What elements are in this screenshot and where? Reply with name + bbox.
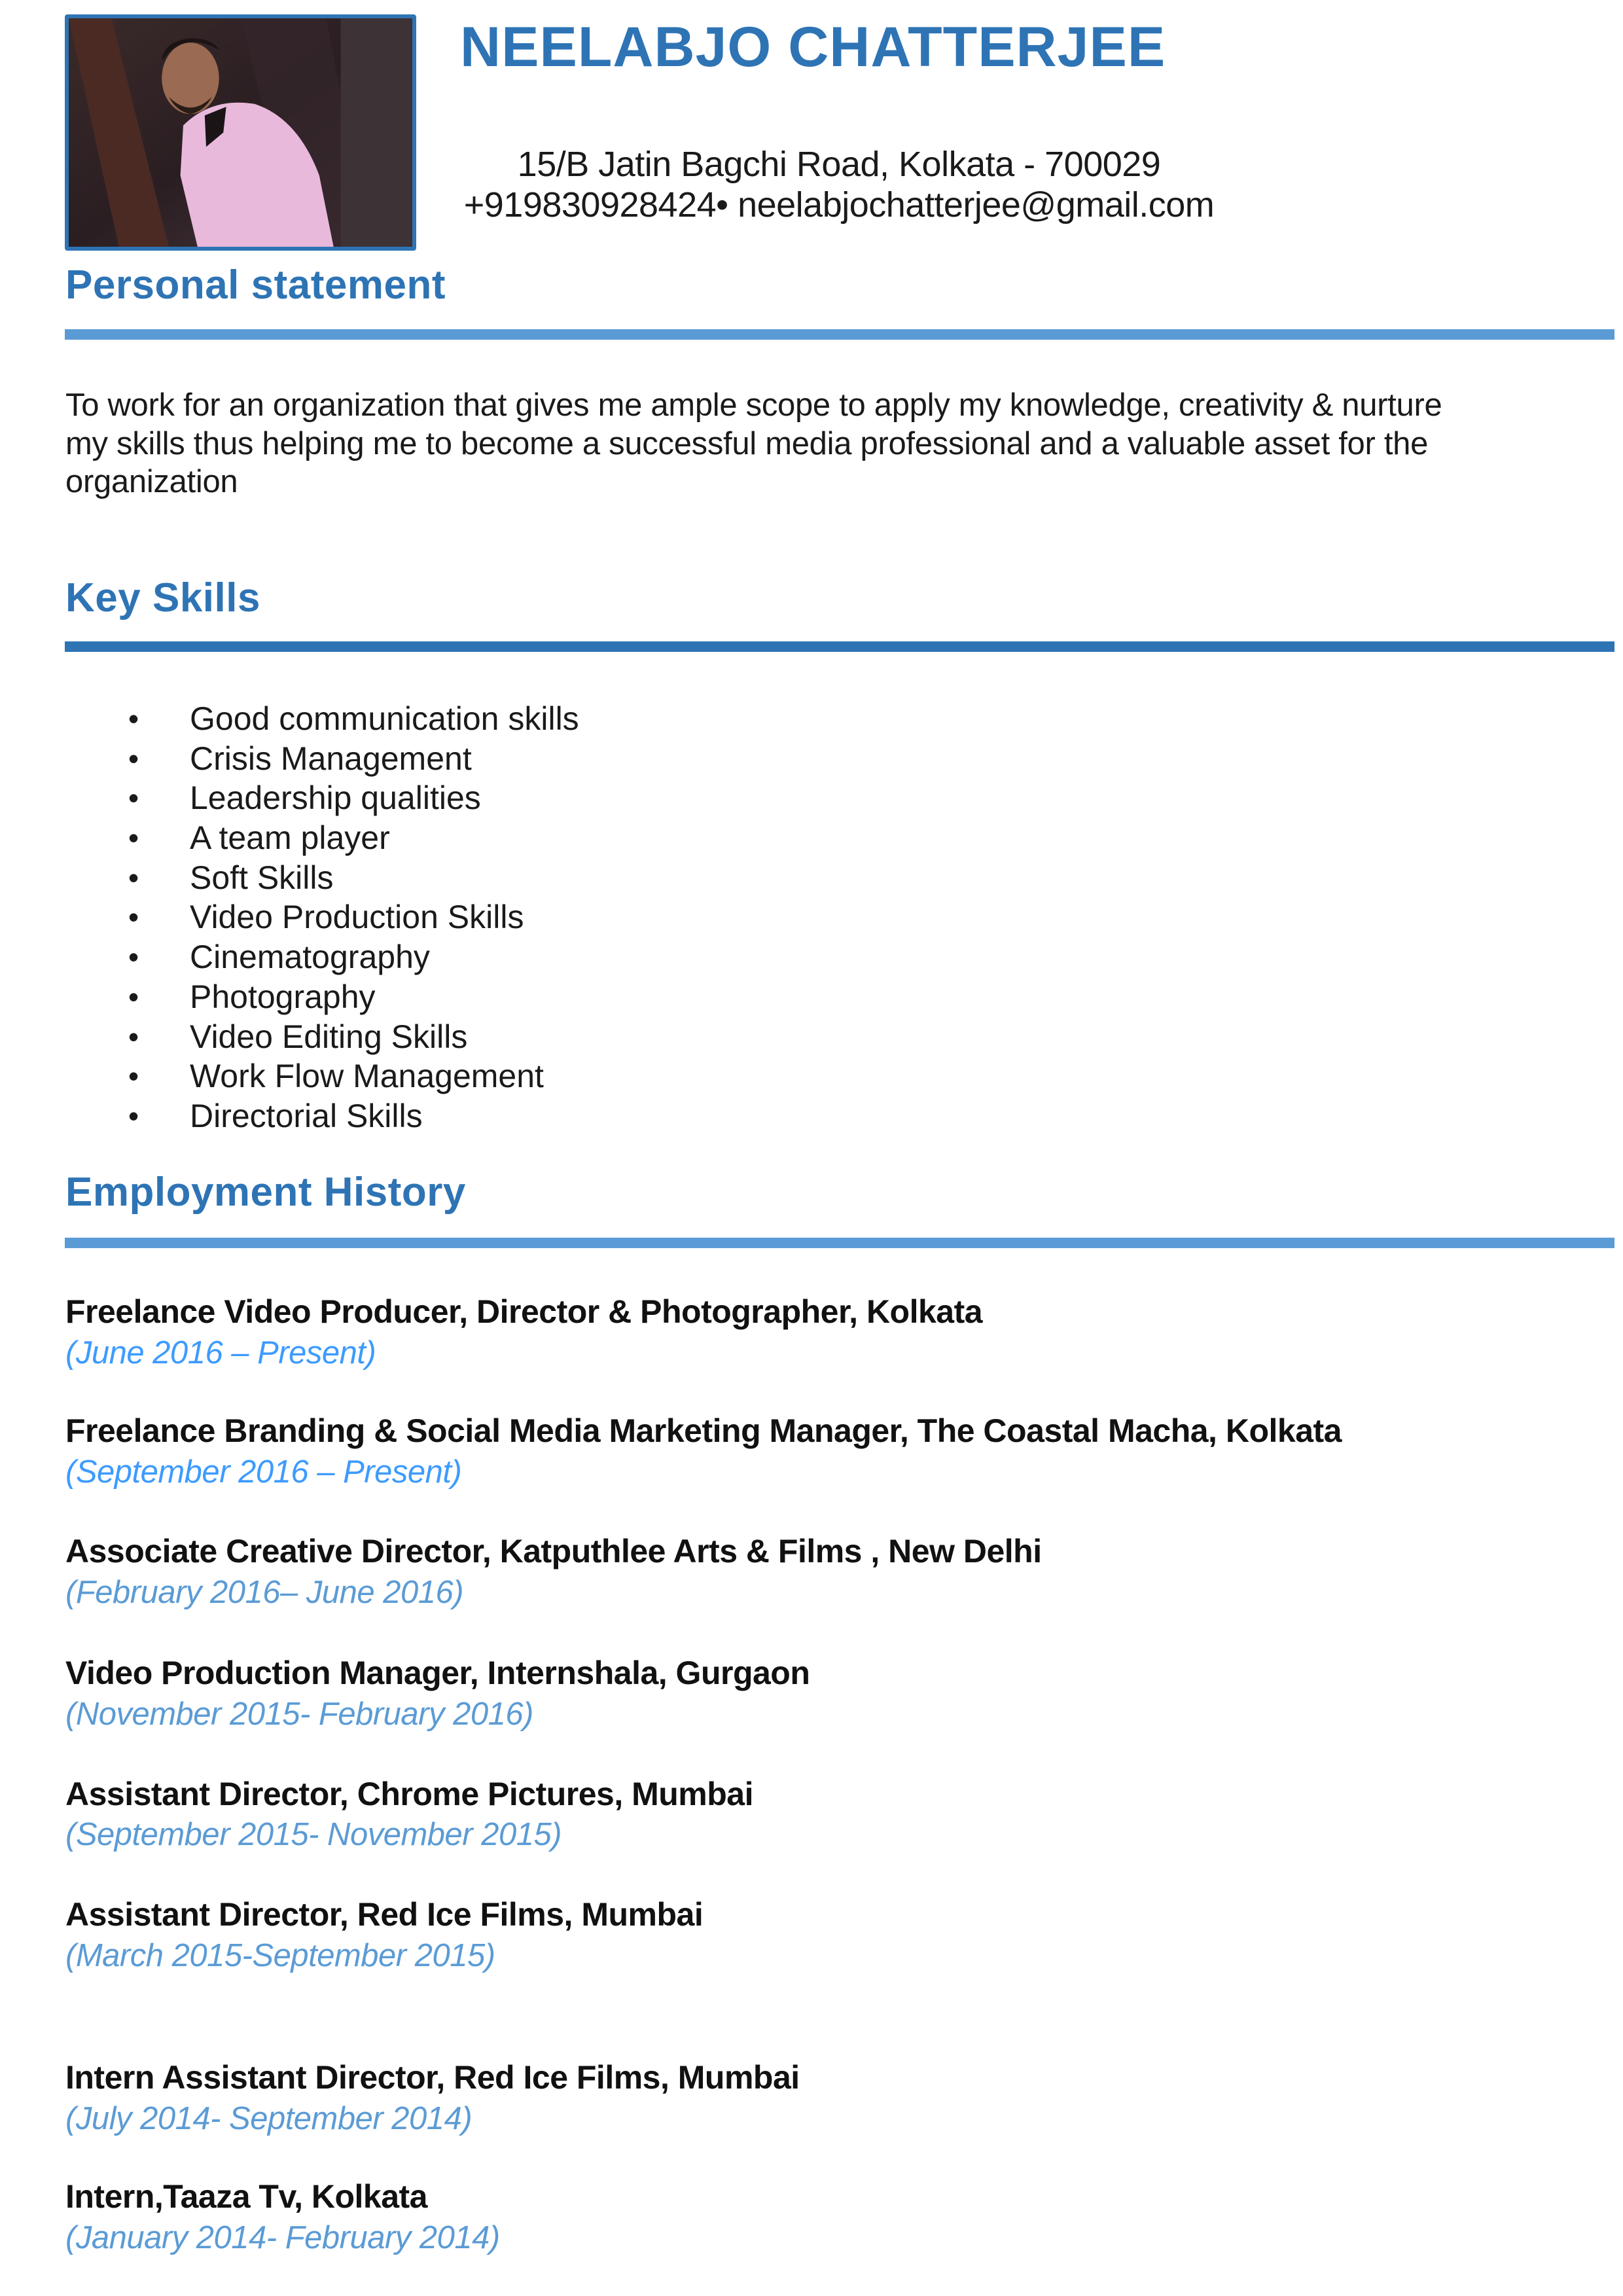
contact-line: [427, 185, 1251, 225]
bullet-icon: •: [128, 702, 139, 736]
personal-statement-text: [65, 386, 1597, 501]
skill-label: A team player: [190, 819, 390, 857]
statement-line: my skills thus helping me to become a successful media professional and a valuable asset for the: [65, 425, 1429, 461]
personal-statement-heading: Personal statement: [65, 262, 446, 308]
job-dates: (February 2016– June 2016): [65, 1575, 464, 1610]
job-title: Intern,Taaza Tv, Kolkata: [65, 2178, 427, 2215]
phone-number: +919830928424: [463, 185, 717, 224]
bullet-icon: •: [128, 741, 139, 776]
bullet-icon: •: [128, 821, 139, 855]
skill-label: Video Editing Skills: [190, 1018, 468, 1055]
statement-line: To work for an organization that gives me ample scope to apply my knowledge, creativity & nurture: [65, 387, 1442, 423]
job-title: Associate Creative Director, Katputhlee Arts & Films , New Delhi: [65, 1533, 1042, 1570]
job-title: Freelance Video Producer, Director & Photographer, Kolkata: [65, 1293, 983, 1330]
skill-label: Leadership qualities: [190, 780, 481, 817]
job-dates: (November 2015- February 2016): [65, 1696, 533, 1732]
skill-label: Photography: [190, 978, 376, 1015]
candidate-name: NEELABJO CHATTERJEE: [460, 16, 1166, 79]
skill-label: Work Flow Management: [190, 1058, 544, 1095]
skill-label: Crisis Management: [190, 740, 472, 777]
job-dates: (January 2014- February 2014): [65, 2220, 500, 2255]
skill-label: Good communication skills: [190, 700, 579, 737]
statement-line: organization: [65, 464, 238, 499]
bullet-icon: •: [128, 1098, 139, 1133]
employment-history-heading: Employment History: [65, 1170, 466, 1215]
bullet-icon: •: [128, 979, 139, 1014]
bullet-icon: •: [128, 1059, 139, 1094]
bullet-icon: •: [128, 900, 139, 935]
job-title: Assistant Director, Chrome Pictures, Mumbai: [65, 1776, 754, 1812]
job-title: Freelance Branding & Social Media Marketing Manager, The Coastal Macha, Kolkata: [65, 1412, 1342, 1449]
bullet-icon: •: [128, 940, 139, 975]
job-title: Intern Assistant Director, Red Ice Films, Mumbai: [65, 2059, 800, 2096]
bullet-icon: •: [128, 860, 139, 895]
person-photo-icon: [69, 18, 412, 247]
job-dates: (July 2014- September 2014): [65, 2101, 473, 2136]
section-divider: [65, 641, 1614, 652]
job-title: Assistant Director, Red Ice Films, Mumbai: [65, 1896, 704, 1933]
job-dates: (June 2016 – Present): [65, 1335, 376, 1371]
job-dates: (March 2015-September 2015): [65, 1938, 495, 1973]
key-skills-heading: Key Skills: [65, 575, 260, 620]
bullet-icon: •: [128, 1019, 139, 1054]
skill-label: Directorial Skills: [190, 1097, 423, 1134]
job-dates: (September 2015- November 2015): [65, 1817, 562, 1852]
address: 15/B Jatin Bagchi Road, Kolkata - 700029: [517, 145, 1161, 184]
skill-label: Video Production Skills: [190, 899, 524, 936]
separator-dot: •: [716, 185, 728, 224]
section-divider: [65, 329, 1614, 340]
section-divider: [65, 1238, 1614, 1248]
job-title: Video Production Manager, Internshala, Gurgaon: [65, 1655, 810, 1691]
profile-photo: [65, 14, 416, 251]
job-dates: (September 2016 – Present): [65, 1454, 462, 1490]
bullet-icon: •: [128, 781, 139, 816]
email-link[interactable]: neelabjochatterjee@gmail.com: [738, 185, 1215, 224]
skill-label: Soft Skills: [190, 859, 334, 896]
skill-label: Cinematography: [190, 939, 430, 976]
